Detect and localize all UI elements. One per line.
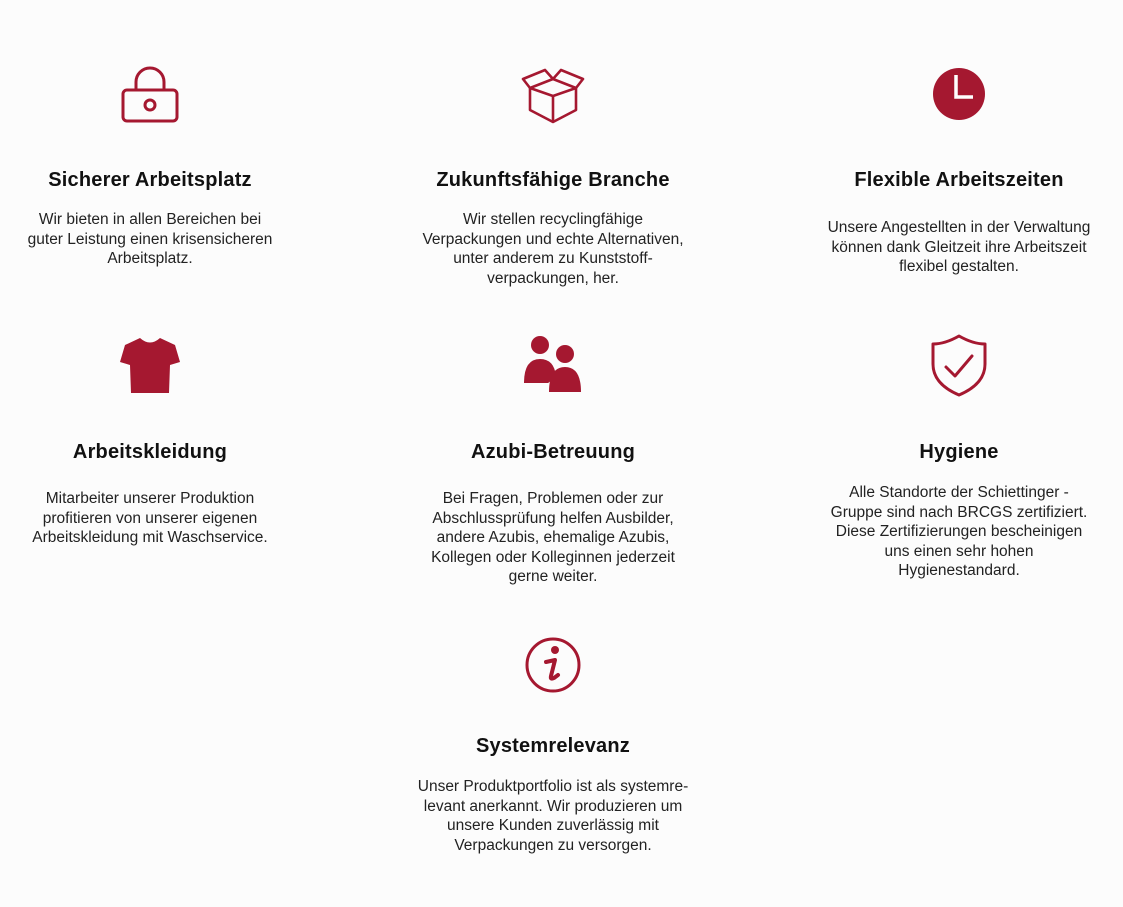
feature-description — [0, 489, 300, 548]
description-line: Abschlussprüfung helfen Ausbilder, — [432, 509, 674, 527]
feature-system-relevance — [403, 633, 703, 873]
feature-title: Flexible Arbeitszeiten — [854, 169, 1064, 191]
feature-trainee-support — [403, 334, 703, 594]
feature-description — [403, 777, 703, 855]
description-line: verpackungen, her. — [487, 269, 619, 287]
description-line: guter Leistung einen krisensicheren — [27, 230, 273, 248]
description-line: Unser Produktportfolio ist als systemre- — [417, 778, 689, 795]
feature-title: Arbeitskleidung — [72, 441, 228, 463]
feature-title: Azubi-Betreuung — [470, 441, 636, 463]
description-line: Unsere Angestellten in der Verwaltung — [827, 219, 1091, 236]
description-line: Mitarbeiter unserer Produktion — [45, 490, 255, 507]
feature-workwear — [0, 334, 300, 554]
description-line: Diese Zertifizierungen bescheinigen — [835, 523, 1083, 540]
box-icon — [521, 62, 585, 126]
feature-description — [0, 210, 300, 269]
users-icon — [521, 334, 585, 398]
feature-secure-workplace — [0, 62, 300, 282]
description-line: unsere Kunden zuverlässig mit — [447, 817, 659, 834]
description-line: gerne weiter. — [508, 568, 598, 585]
description-line: Arbeitsplatz. — [107, 250, 193, 267]
feature-flexible-hours — [809, 62, 1109, 282]
description-line: Hygienestandard. — [898, 562, 1020, 579]
description-line: können dank Gleitzeit ihre Arbeitszeit — [831, 238, 1087, 256]
description-line: levant anerkannt. Wir produzieren um — [423, 797, 683, 815]
description-line: Verpackungen und echte Alternativen, — [422, 230, 684, 248]
feature-title: Hygiene — [919, 441, 999, 463]
description-line: Kollegen oder Kolleginnen jederzeit — [431, 548, 675, 566]
feature-description — [809, 218, 1109, 277]
feature-description — [403, 489, 703, 587]
description-line: flexibel gestalten. — [899, 258, 1019, 275]
shirt-icon — [118, 334, 182, 398]
description-line: Arbeitskleidung mit Waschservice. — [32, 529, 268, 546]
info-icon — [521, 633, 585, 697]
feature-title: Zukunftsfähige Branche — [436, 169, 670, 191]
feature-title: Systemrelevanz — [475, 735, 630, 757]
description-line: Wir stellen recyclingfähige — [462, 211, 644, 228]
description-line: Alle Standorte der Schiettinger - — [849, 484, 1069, 501]
feature-hygiene — [809, 334, 1109, 594]
clock-icon — [927, 62, 991, 126]
description-line: Gruppe sind nach BRCGS zertifiziert. — [830, 503, 1088, 521]
feature-description — [403, 210, 703, 288]
feature-description — [809, 483, 1109, 581]
feature-future-industry — [403, 62, 703, 302]
feature-title: Sicherer Arbeitsplatz — [48, 169, 252, 191]
lock-icon — [118, 62, 182, 126]
description-line: profitieren von unserer eigenen — [42, 509, 258, 527]
description-line: Bei Fragen, Problemen oder zur — [442, 490, 664, 507]
description-line: unter anderem zu Kunststoff- — [453, 250, 653, 267]
description-line: uns einen sehr hohen — [884, 542, 1034, 560]
description-line: Wir bieten in allen Bereichen bei — [38, 211, 262, 228]
description-line: Verpackungen zu versorgen. — [454, 836, 652, 854]
description-line: andere Azubis, ehemalige Azubis, — [436, 529, 670, 546]
shield-check-icon — [927, 334, 991, 398]
